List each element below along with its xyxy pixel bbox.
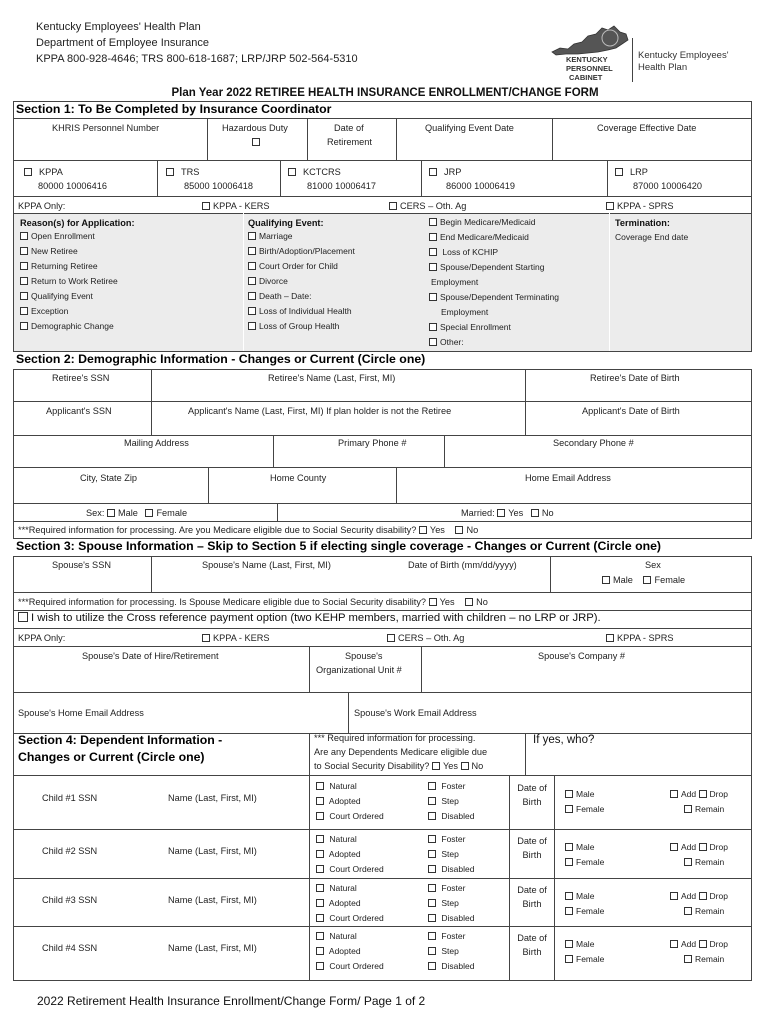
qe-birth[interactable]: Birth/Adoption/Placement xyxy=(248,247,355,262)
spouse-home-email-label: Spouse's Home Email Address xyxy=(18,708,144,718)
kppa-kers-option[interactable]: KPPA - KERS xyxy=(202,201,270,211)
kppa-only-label: KPPA Only: xyxy=(18,201,66,211)
system-trs-codes: 85000 10006418 xyxy=(184,181,253,191)
qualifying-event-list xyxy=(248,232,355,337)
reason-list xyxy=(20,232,118,337)
child-1-dob-label-1: Date of xyxy=(517,783,547,793)
child-3-name-label: Name (Last, First, MI) xyxy=(168,895,257,905)
child-2-male[interactable]: Male xyxy=(565,843,604,858)
child-2-relationship-2 xyxy=(428,835,474,880)
section-4-title-1: Section 4: Dependent Information - xyxy=(18,733,223,747)
home-email-label: Home Email Address xyxy=(525,473,611,483)
retiree-name-label: Retiree's Name (Last, First, MI) xyxy=(268,373,396,383)
child-4-step[interactable]: Step xyxy=(428,947,474,962)
child-3-adopted[interactable]: Adopted xyxy=(316,899,384,914)
sex-field: Sex: Male Female xyxy=(86,508,188,518)
child-1-female[interactable]: Female xyxy=(565,805,604,820)
spouse-name-label: Spouse's Name (Last, First, MI) xyxy=(202,560,331,570)
system-trs[interactable]: TRS xyxy=(166,167,199,177)
khris-header: KHRIS Personnel Number xyxy=(52,123,160,133)
child-4-relationship xyxy=(316,932,384,977)
child-1-name-label: Name (Last, First, MI) xyxy=(168,793,257,803)
retiree-dob-label: Retiree's Date of Birth xyxy=(590,373,680,383)
child-3-add[interactable]: Add xyxy=(670,891,696,901)
qe-death[interactable]: Death – Date: xyxy=(248,292,355,307)
coverage-date-header: Coverage Effective Date xyxy=(597,123,697,133)
child-2-action xyxy=(670,843,728,873)
qualifying-date-header: Qualifying Event Date xyxy=(425,123,514,133)
reason-return-to-work[interactable]: Return to Work Retiree xyxy=(20,277,118,292)
child-3-sex xyxy=(565,892,604,922)
qe-loss-kchip[interactable]: Loss of KCHIP xyxy=(429,248,559,263)
section-3-title: Section 3: Spouse Information – Skip to Section 5 if electing single coverage - Changes or Current (Circle one) xyxy=(16,539,662,553)
section-4-title-2: Changes or Current (Circle one) xyxy=(18,750,205,764)
logo-personnel: PERSONNEL xyxy=(566,64,613,73)
child-4-sex xyxy=(565,940,604,970)
reason-returning-retiree[interactable]: Returning Retiree xyxy=(20,262,118,277)
child-3-relationship-2 xyxy=(428,884,474,929)
city-state-zip-label: City, State Zip xyxy=(80,473,138,483)
spouse-kppa-kers-option[interactable]: KPPA - KERS xyxy=(202,633,270,643)
header-line-3: KPPA 800-928-4646; TRS 800-618-1687; LRP/JRP 502-564-5310 xyxy=(36,53,358,65)
child-1-natural[interactable]: Natural xyxy=(316,782,384,797)
qe-spouse-terminating-2: Employment xyxy=(441,307,489,317)
date-retirement-header-2: Retirement xyxy=(327,137,372,147)
qe-spouse-terminating[interactable]: Spouse/Dependent Terminating xyxy=(429,293,559,308)
child-3-dob-label-1: Date of xyxy=(517,885,547,895)
child-3-step[interactable]: Step xyxy=(428,899,474,914)
qe-divorce[interactable]: Divorce xyxy=(248,277,355,292)
child-2-natural[interactable]: Natural xyxy=(316,835,384,850)
child-4-action xyxy=(670,940,728,970)
spouse-work-email-label: Spouse's Work Email Address xyxy=(354,708,477,718)
reason-open-enrollment[interactable]: Open Enrollment xyxy=(20,232,118,247)
hazardous-header: Hazardous Duty xyxy=(222,123,288,133)
dependent-medicare-req-3: to Social Security Disability? Yes No xyxy=(314,761,484,771)
cross-reference-option[interactable]: I wish to utilize the Cross reference payment option (two KEHP members, married with children – no LRP or JRP). xyxy=(18,612,601,624)
logo-kentucky: KENTUCKY xyxy=(566,55,608,64)
spouse-company-label: Spouse's Company # xyxy=(538,651,626,661)
child-4-add[interactable]: Add xyxy=(670,939,696,949)
sex-male-checkbox[interactable] xyxy=(107,509,115,517)
system-kctcrs-codes: 81000 10006417 xyxy=(307,181,376,191)
logo-kehp-1: Kentucky Employees' xyxy=(638,50,729,61)
qe-loss-group[interactable]: Loss of Group Health xyxy=(248,322,355,337)
child-3-natural[interactable]: Natural xyxy=(316,884,384,899)
cers-option[interactable]: CERS – Oth. Ag xyxy=(389,201,466,211)
spouse-ssn-label: Spouse's SSN xyxy=(52,560,111,570)
child-2-ssn-label: Child #2 SSN xyxy=(42,846,98,856)
child-2-court-ordered[interactable]: Court Ordered xyxy=(316,865,384,880)
child-1-add[interactable]: Add xyxy=(670,789,696,799)
child-2-remain[interactable]: Remain xyxy=(670,858,728,873)
qe-spouse-starting[interactable]: Spouse/Dependent Starting xyxy=(429,263,559,278)
married-field: Married: Yes No xyxy=(461,508,554,518)
coverage-end-date: Coverage End date xyxy=(615,232,689,242)
child-2-female[interactable]: Female xyxy=(565,858,604,873)
form-title: Plan Year 2022 RETIREE HEALTH INSURANCE ENROLLMENT/CHANGE FORM xyxy=(171,87,599,99)
child-2-sex xyxy=(565,843,604,873)
kpc-logo xyxy=(548,22,748,84)
child-1-foster[interactable]: Foster xyxy=(428,782,474,797)
child-2-add[interactable]: Add xyxy=(670,842,696,852)
header-line-1: Kentucky Employees' Health Plan xyxy=(36,21,201,33)
spouse-female-checkbox[interactable] xyxy=(643,576,651,584)
child-1-disabled[interactable]: Disabled xyxy=(428,812,474,827)
section-1-title: Section 1: To Be Completed by Insurance Coordinator xyxy=(16,102,332,116)
child-3-remain[interactable]: Remain xyxy=(670,907,728,922)
spouse-medicare-yes-checkbox[interactable] xyxy=(429,598,437,606)
reason-qualifying-event[interactable]: Qualifying Event xyxy=(20,292,118,307)
spouse-cers-option[interactable]: CERS – Oth. Ag xyxy=(387,633,464,643)
child-4-dob-label-2: Birth xyxy=(522,947,542,957)
logo-kehp-2: Health Plan xyxy=(638,62,688,73)
qe-special-enrollment[interactable]: Special Enrollment xyxy=(429,323,559,338)
child-2-name-label: Name (Last, First, MI) xyxy=(168,846,257,856)
spouse-hire-label: Spouse's Date of Hire/Retirement xyxy=(82,651,219,661)
child-1-relationship-2 xyxy=(428,782,474,827)
child-3-drop[interactable]: Drop xyxy=(699,891,728,901)
system-kppa[interactable]: KPPA xyxy=(24,167,63,177)
date-retirement-header-1: Date of xyxy=(334,123,364,133)
retiree-ssn-label: Retiree's SSN xyxy=(52,373,110,383)
child-2-adopted[interactable]: Adopted xyxy=(316,850,384,865)
child-2-step[interactable]: Step xyxy=(428,850,474,865)
child-4-foster[interactable]: Foster xyxy=(428,932,474,947)
child-1-drop[interactable]: Drop xyxy=(699,789,728,799)
child-1-sex xyxy=(565,790,604,820)
child-1-adopted[interactable]: Adopted xyxy=(316,797,384,812)
home-county-label: Home County xyxy=(270,473,327,483)
spouse-male-checkbox[interactable] xyxy=(602,576,610,584)
qe-loss-individual[interactable]: Loss of Individual Health xyxy=(248,307,355,322)
child-4-male[interactable]: Male xyxy=(565,940,604,955)
child-2-disabled[interactable]: Disabled xyxy=(428,865,474,880)
spouse-medicare-question: ***Required information for processing. Is Spouse Medicare eligible due to Social Security disability? Yes No xyxy=(18,597,488,607)
dependent-if-yes-who: If yes, who? xyxy=(533,734,595,746)
spouse-kppa-only-label: KPPA Only: xyxy=(18,633,66,643)
child-4-dob-label-1: Date of xyxy=(517,933,547,943)
child-3-court-ordered[interactable]: Court Ordered xyxy=(316,914,384,929)
dependent-medicare-yes-checkbox[interactable] xyxy=(432,762,440,770)
qe-begin-medicare[interactable]: Begin Medicare/Medicaid xyxy=(429,218,559,233)
child-3-male[interactable]: Male xyxy=(565,892,604,907)
child-2-drop[interactable]: Drop xyxy=(699,842,728,852)
system-jrp[interactable]: JRP xyxy=(429,167,461,177)
qualifying-event-list-2 xyxy=(429,218,559,353)
reason-demographic-change[interactable]: Demographic Change xyxy=(20,322,118,337)
system-kppa-codes: 80000 10006416 xyxy=(38,181,107,191)
child-1-action xyxy=(670,790,728,820)
header-line-2: Department of Employee Insurance xyxy=(36,37,210,49)
child-3-foster[interactable]: Foster xyxy=(428,884,474,899)
married-yes-checkbox[interactable] xyxy=(497,509,505,517)
child-1-male[interactable]: Male xyxy=(565,790,604,805)
child-2-dob-label-1: Date of xyxy=(517,836,547,846)
child-3-disabled[interactable]: Disabled xyxy=(428,914,474,929)
kppa-sprs-option[interactable]: KPPA - SPRS xyxy=(606,201,674,211)
system-lrp-codes: 87000 10006420 xyxy=(633,181,702,191)
page-footer: 2022 Retirement Health Insurance Enrollment/Change Form/ Page 1 of 2 xyxy=(37,994,426,1008)
mailing-address-label: Mailing Address xyxy=(124,438,189,448)
applicant-dob-label: Applicant's Date of Birth xyxy=(582,406,680,416)
section-2-title: Section 2: Demographic Information - Changes or Current (Circle one) xyxy=(16,352,426,366)
primary-phone-label: Primary Phone # xyxy=(338,438,407,448)
child-1-ssn-label: Child #1 SSN xyxy=(42,793,98,803)
child-4-relationship-2 xyxy=(428,932,474,977)
child-3-dob-label-2: Birth xyxy=(522,899,542,909)
system-kctcrs[interactable]: KCTCRS xyxy=(288,167,341,177)
child-4-ssn-label: Child #4 SSN xyxy=(42,943,98,953)
dependent-medicare-no-checkbox[interactable] xyxy=(461,762,469,770)
child-1-relationship xyxy=(316,782,384,827)
child-1-remain[interactable]: Remain xyxy=(670,805,728,820)
child-2-foster[interactable]: Foster xyxy=(428,835,474,850)
child-3-action xyxy=(670,892,728,922)
medicare-yes-checkbox[interactable] xyxy=(419,526,427,534)
applicant-ssn-label: Applicant's SSN xyxy=(46,406,112,416)
qe-other[interactable]: Other: xyxy=(429,338,559,353)
qe-spouse-starting-2: Employment xyxy=(431,277,479,287)
child-2-dob-label-2: Birth xyxy=(522,850,542,860)
spouse-dob-label: Date of Birth (mm/dd/yyyy) xyxy=(408,560,517,570)
dependent-medicare-req-2: Are any Dependents Medicare eligible due xyxy=(314,747,488,757)
child-1-court-ordered[interactable]: Court Ordered xyxy=(316,812,384,827)
termination-header: Termination: xyxy=(615,218,670,228)
reason-exception[interactable]: Exception xyxy=(20,307,118,322)
dependent-medicare-req-1: *** Required information for processing. xyxy=(314,733,476,743)
child-4-name-label: Name (Last, First, MI) xyxy=(168,943,257,953)
child-4-court-ordered[interactable]: Court Ordered xyxy=(316,962,384,977)
child-2-relationship xyxy=(316,835,384,880)
child-4-disabled[interactable]: Disabled xyxy=(428,962,474,977)
spouse-sex-label: Sex xyxy=(645,560,661,570)
child-3-ssn-label: Child #3 SSN xyxy=(42,895,98,905)
spouse-sex-field: Male Female xyxy=(602,575,685,585)
qe-marriage[interactable]: Marriage xyxy=(248,232,355,247)
hazardous-checkbox[interactable] xyxy=(252,138,260,146)
medicare-disability-question: ***Required information for processing. Are you Medicare eligible due to Social Security disability? Yes No xyxy=(18,525,479,535)
system-lrp[interactable]: LRP xyxy=(615,167,648,177)
child-3-relationship xyxy=(316,884,384,929)
secondary-phone-label: Secondary Phone # xyxy=(553,438,634,448)
reason-header: Reason(s) for Application: xyxy=(20,218,135,228)
spouse-kppa-sprs-option[interactable]: KPPA - SPRS xyxy=(606,633,674,643)
qe-end-medicare[interactable]: End Medicare/Medicaid xyxy=(429,233,559,248)
child-3-female[interactable]: Female xyxy=(565,907,604,922)
medicare-no-checkbox[interactable] xyxy=(455,526,463,534)
applicant-name-label: Applicant's Name (Last, First, MI) If plan holder is not the Retiree xyxy=(188,406,452,416)
child-4-female[interactable]: Female xyxy=(565,955,604,970)
sex-female-checkbox[interactable] xyxy=(145,509,153,517)
qe-court-order[interactable]: Court Order for Child xyxy=(248,262,355,277)
child-4-remain[interactable]: Remain xyxy=(670,955,728,970)
child-1-dob-label-2: Birth xyxy=(522,797,542,807)
spouse-medicare-no-checkbox[interactable] xyxy=(465,598,473,606)
child-4-adopted[interactable]: Adopted xyxy=(316,947,384,962)
spouse-org-label-1: Spouse's xyxy=(345,651,383,661)
system-jrp-codes: 86000 10006419 xyxy=(446,181,515,191)
child-1-step[interactable]: Step xyxy=(428,797,474,812)
reason-new-retiree[interactable]: New Retiree xyxy=(20,247,118,262)
child-4-natural[interactable]: Natural xyxy=(316,932,384,947)
child-4-drop[interactable]: Drop xyxy=(699,939,728,949)
logo-cabinet: CABINET xyxy=(569,73,603,82)
spouse-org-label-2: Organizational Unit # xyxy=(316,665,402,675)
qualifying-event-header: Qualifying Event: xyxy=(248,218,324,228)
married-no-checkbox[interactable] xyxy=(531,509,539,517)
